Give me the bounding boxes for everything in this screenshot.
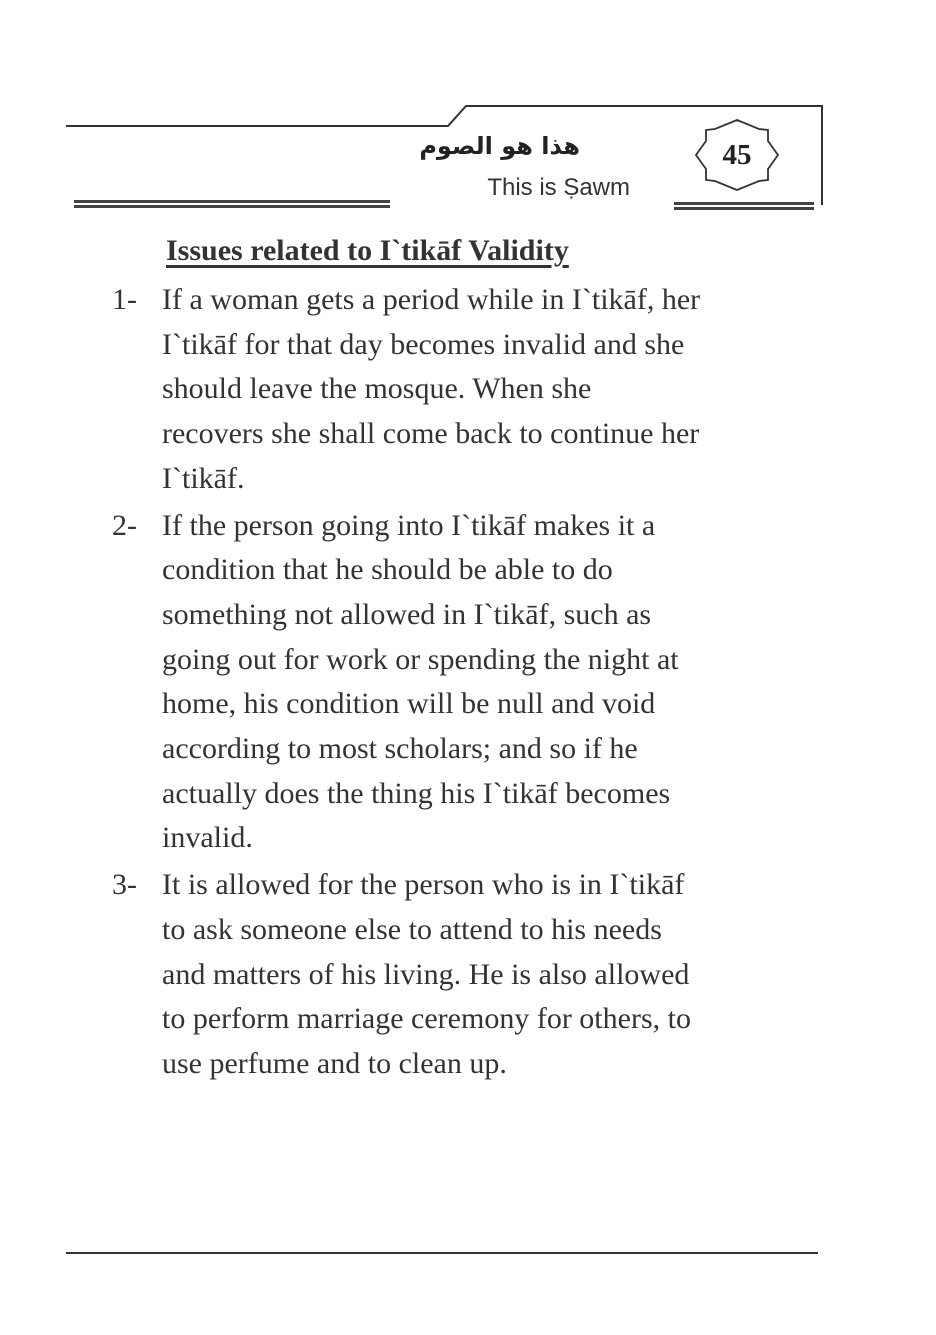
list-item <box>104 278 820 502</box>
item-number: 2- <box>112 508 137 542</box>
section-title: Issues related to I`tikāf Validity <box>166 234 569 267</box>
footer-rule <box>66 1252 818 1254</box>
book-title: This is Ṣawm <box>487 174 630 201</box>
item-text: If a woman gets a period while in I`tikāf, her I`tikāf for that day becomes invalid and she should leave the mosque. When she recovers she shall come back to continue her I`tikāf. <box>162 283 701 495</box>
arabic-book-title: هذا هو الصوم <box>419 132 580 160</box>
right-bottom-rule <box>674 202 814 205</box>
item-number: 3- <box>112 868 137 902</box>
page-number: 45 <box>722 139 752 171</box>
page-header <box>0 0 936 230</box>
item-text: If the person going into I`tikāf makes it a condition that he should be able to do something not allowed in I`tikāf, such as going out for work or spending the night at home, his condition will be null and void according to most scholars; and so if he actually does the thing his I`tikāf becomes invalid. <box>162 508 679 855</box>
item-text: It is allowed for the person who is in I`tikāf to ask someone else to attend to his needs and matters of his living. He is also allowed to perform marriage ceremony for others, to use perfume and to clean up. <box>162 868 691 1080</box>
item-number: 1- <box>112 283 137 316</box>
issues-list <box>104 278 820 1089</box>
list-item <box>104 504 820 862</box>
left-bottom-rule <box>74 200 390 203</box>
list-item <box>104 863 820 1087</box>
